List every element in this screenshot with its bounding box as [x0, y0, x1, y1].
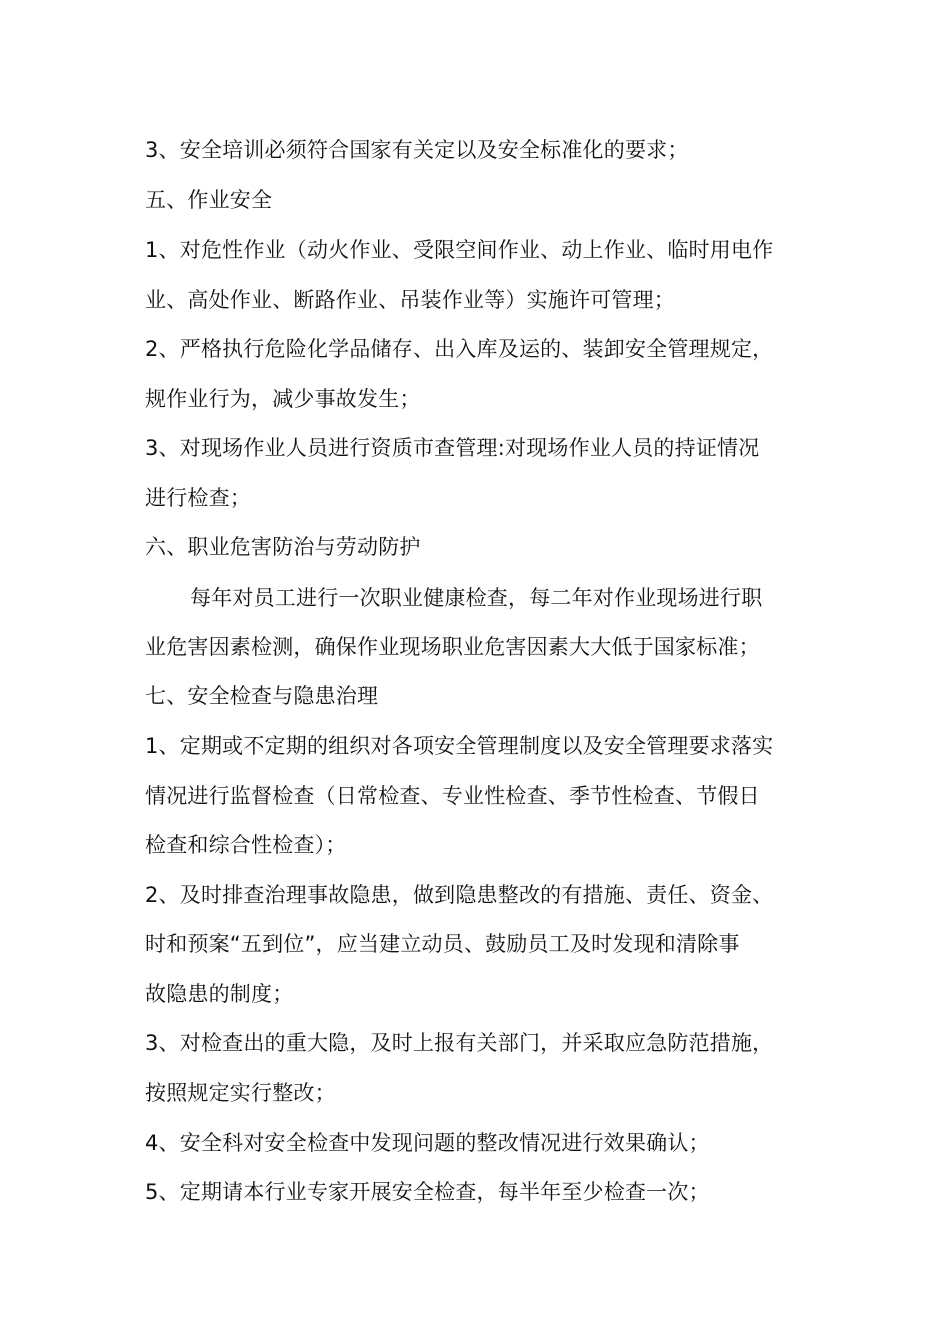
text-line: 3、对现场作业人员进行资质市查管理:对现场作业人员的持证情况 [145, 436, 760, 460]
text-line: 进行检查； [145, 486, 251, 510]
text-line: 每年对员工进行一次职业健康检查，每二年对作业现场进行职 [190, 586, 763, 610]
text-line: 3、安全培训必须符合国家有关定以及安全标准化的要求； [145, 138, 689, 162]
section-heading: 七、安全检查与隐患治理 [145, 684, 379, 708]
text-line: 故隐患的制度； [145, 982, 294, 1006]
text-line: 4、安全科对安全检查中发现问题的整改情况进行效果确认； [145, 1131, 710, 1155]
section-heading: 六、职业危害防治与劳动防护 [145, 535, 421, 559]
text-line: 2、严格执行危险化学品储存、出入库及运的、装卸安全管理规定， [145, 337, 774, 361]
text-line: 检查和综合性检查）； [145, 833, 347, 857]
text-line: 业、高处作业、断路作业、吊装作业等）实施许可管理； [145, 288, 675, 312]
text-line: 1、对危性作业（动火作业、受限空间作业、动上作业、临时用电作 [145, 238, 774, 262]
text-line: 3、对检查出的重大隐，及时上报有关部门，并采取应急防范措施， [145, 1031, 774, 1055]
text-line: 5、定期请本行业专家开展安全检查，每半年至少检查一次； [145, 1180, 710, 1204]
text-line: 时和预案“五到位”，应当建立动员、鼓励员工及时发现和清除事 [145, 932, 740, 956]
text-line: 规作业行为，减少事故发生； [145, 387, 421, 411]
text-line: 业危害因素检测，确保作业现场职业危害因素大大低于国家标准； [145, 635, 760, 659]
text-line: 按照规定实行整改； [145, 1081, 336, 1105]
text-line: 2、及时排查治理事故隐患，做到隐患整改的有措施、责任、资金、 [145, 883, 774, 907]
text-line: 1、定期或不定期的组织对各项安全管理制度以及安全管理要求落实 [145, 734, 774, 758]
section-heading: 五、作业安全 [145, 188, 273, 212]
text-line: 情况进行监督检查（日常检查、专业性检查、季节性检查、节假日 [145, 784, 760, 808]
